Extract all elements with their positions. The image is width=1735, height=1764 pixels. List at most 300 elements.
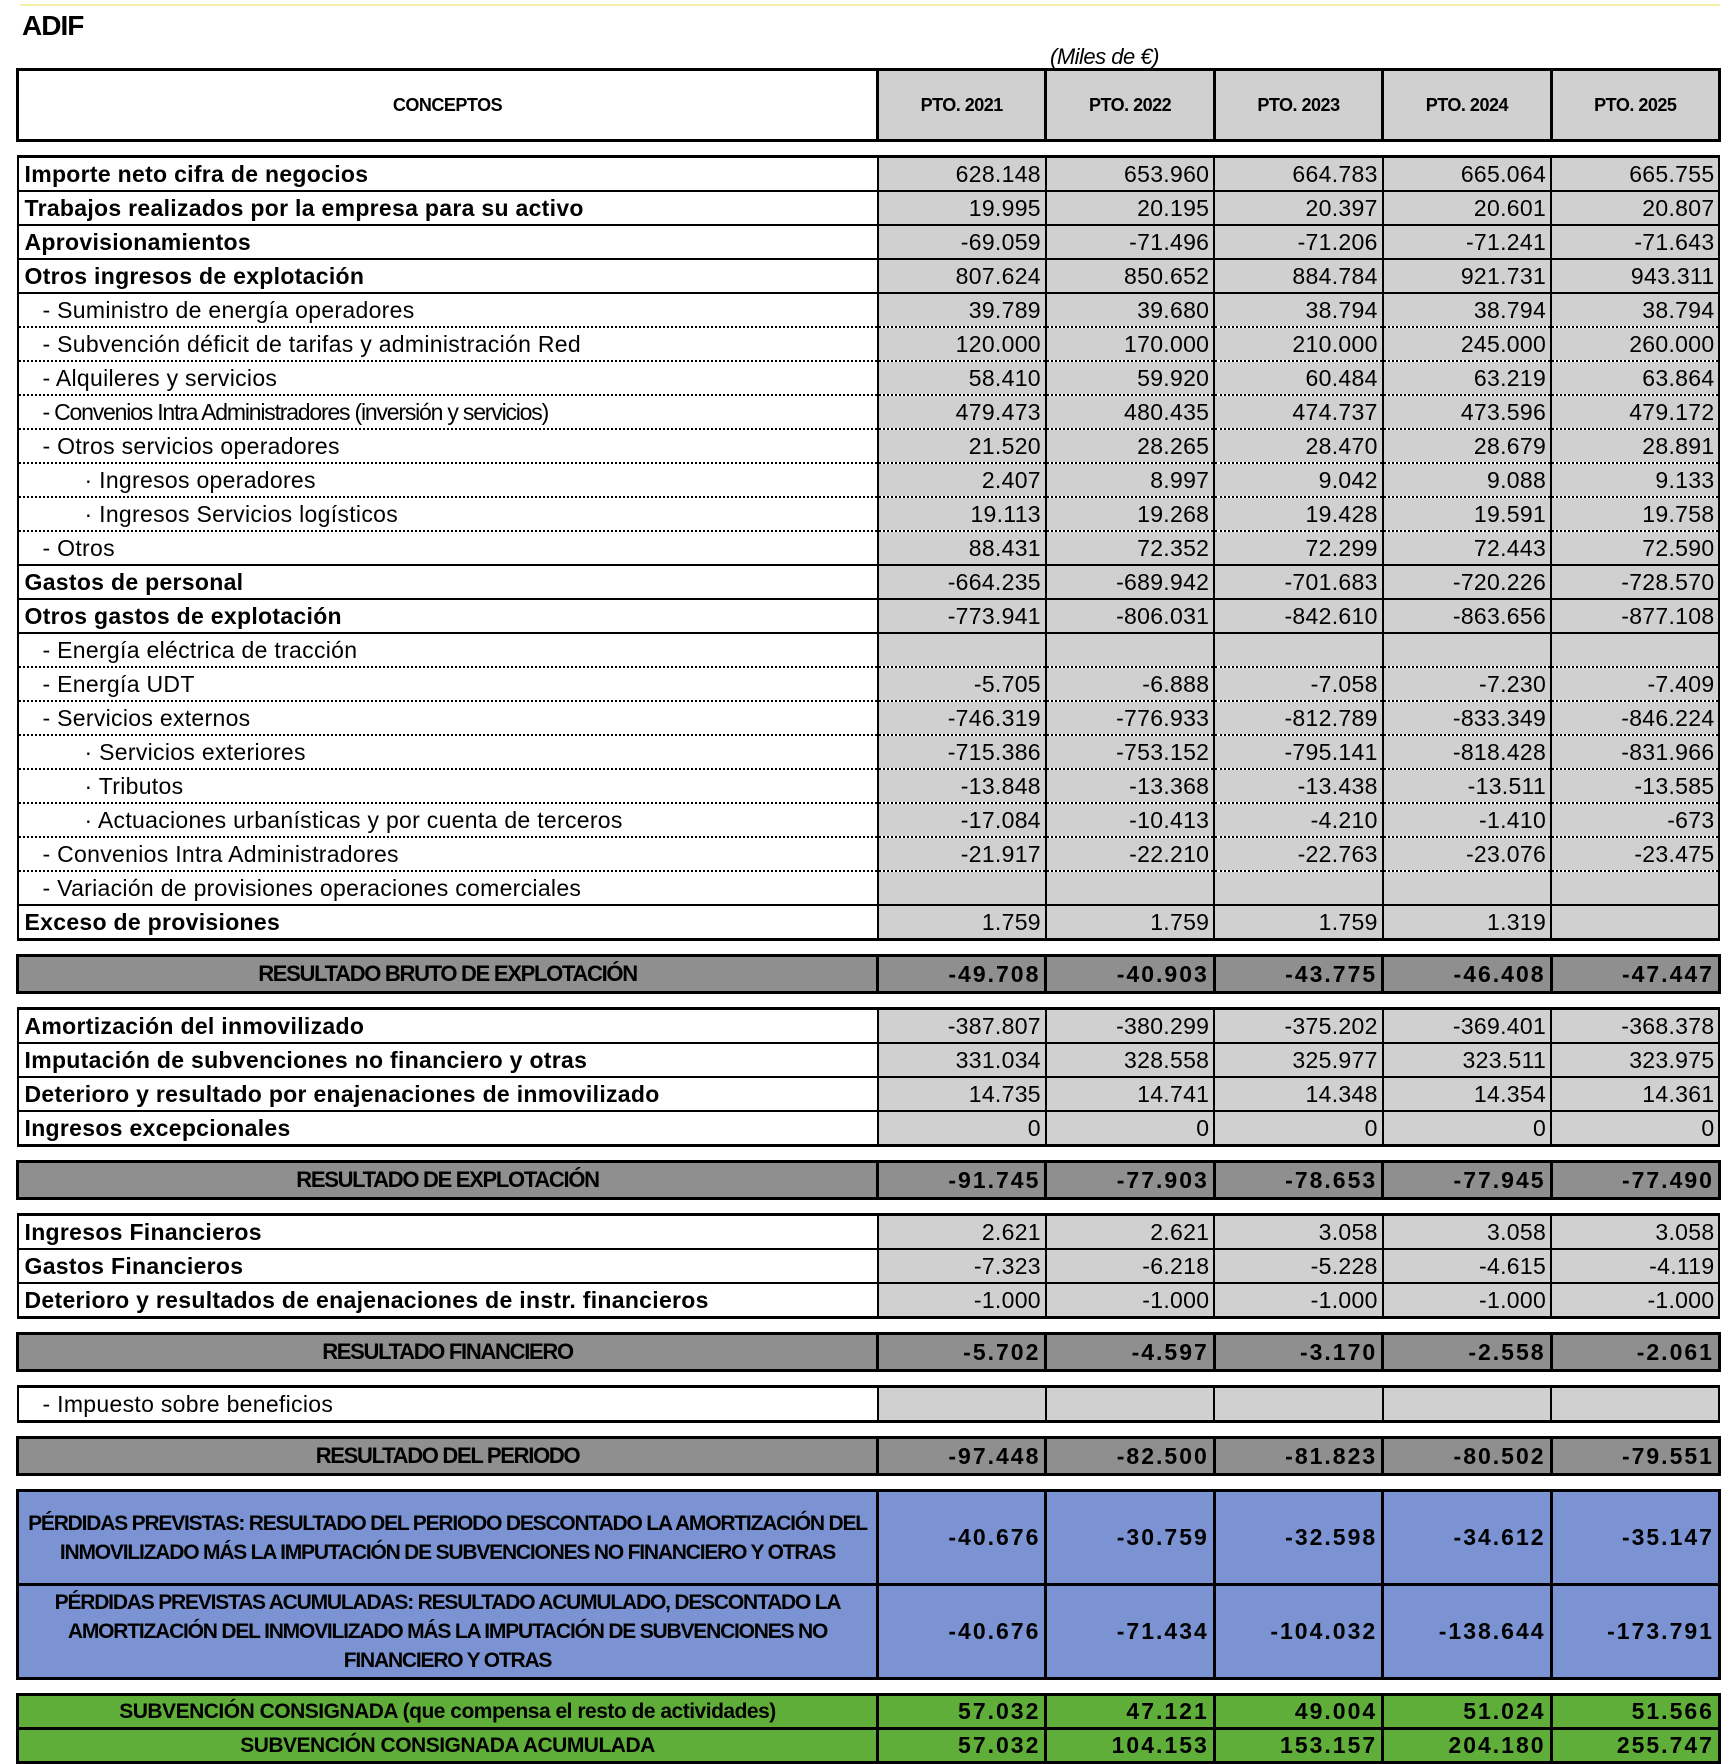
- row-label: Ingresos excepcionales: [18, 1111, 878, 1146]
- value-cell: 39.680: [1046, 293, 1214, 327]
- value-cell: 0: [1046, 1111, 1214, 1146]
- value-cell: 325.977: [1214, 1043, 1382, 1077]
- value-cell: 3.058: [1214, 1215, 1382, 1250]
- value-cell: 1.759: [1046, 905, 1214, 940]
- value-cell: -380.299: [1046, 1009, 1214, 1044]
- value-cell: [1551, 1387, 1719, 1422]
- value-cell: -79.551: [1551, 1438, 1719, 1475]
- spacer-row: [18, 141, 1720, 157]
- value-cell: -4.615: [1383, 1249, 1551, 1283]
- value-cell: -2.061: [1551, 1334, 1719, 1371]
- value-cell: -1.000: [1551, 1283, 1719, 1318]
- value-cell: 807.624: [878, 259, 1046, 293]
- value-cell: 0: [1383, 1111, 1551, 1146]
- value-cell: 38.794: [1214, 293, 1382, 327]
- row-label: Importe neto cifra de negocios: [18, 157, 878, 192]
- value-cell: [1214, 871, 1382, 905]
- value-cell: 9.088: [1383, 463, 1551, 497]
- row-label: Otros gastos de explotación: [18, 599, 878, 633]
- value-cell: [1383, 1387, 1551, 1422]
- value-cell: -846.224: [1551, 701, 1719, 735]
- spacer-cell: [18, 1679, 1720, 1695]
- row-label: - Convenios Intra Administradores (inversión y servicios): [18, 395, 878, 429]
- row-label: Exceso de provisiones: [18, 905, 878, 940]
- value-cell: -664.235: [878, 565, 1046, 599]
- value-cell: -30.759: [1046, 1491, 1214, 1585]
- value-cell: -877.108: [1551, 599, 1719, 633]
- table-row: [18, 327, 1720, 361]
- value-cell: 60.484: [1214, 361, 1382, 395]
- value-cell: -7.409: [1551, 667, 1719, 701]
- value-cell: 479.473: [878, 395, 1046, 429]
- value-cell: -5.228: [1214, 1249, 1382, 1283]
- value-cell: 210.000: [1214, 327, 1382, 361]
- value-cell: 58.410: [878, 361, 1046, 395]
- value-cell: -1.410: [1383, 803, 1551, 837]
- row-label: · Tributos: [18, 769, 878, 803]
- value-cell: -5.702: [878, 1334, 1046, 1371]
- value-cell: -40.676: [878, 1491, 1046, 1585]
- value-cell: -23.475: [1551, 837, 1719, 871]
- value-cell: -43.775: [1214, 956, 1382, 993]
- value-cell: 28.891: [1551, 429, 1719, 463]
- value-cell: -173.791: [1551, 1585, 1719, 1679]
- value-cell: 104.153: [1046, 1729, 1214, 1763]
- value-cell: 63.864: [1551, 361, 1719, 395]
- value-cell: -40.676: [878, 1585, 1046, 1679]
- row-label: Aprovisionamientos: [18, 225, 878, 259]
- value-cell: -97.448: [878, 1438, 1046, 1475]
- value-cell: 3.058: [1383, 1215, 1551, 1250]
- value-cell: 20.397: [1214, 191, 1382, 225]
- table-row: [18, 157, 1720, 192]
- table-row: [18, 1249, 1720, 1283]
- value-cell: 20.601: [1383, 191, 1551, 225]
- value-cell: -3.170: [1214, 1334, 1382, 1371]
- value-cell: 8.997: [1046, 463, 1214, 497]
- row-label: Deterioro y resultados de enajenaciones de instr. financieros: [18, 1283, 878, 1318]
- value-cell: 0: [1551, 1111, 1719, 1146]
- value-cell: 1.759: [878, 905, 1046, 940]
- value-cell: -77.490: [1551, 1162, 1719, 1199]
- value-cell: -6.218: [1046, 1249, 1214, 1283]
- value-cell: -78.653: [1214, 1162, 1382, 1199]
- value-cell: [1046, 1387, 1214, 1422]
- spacer-cell: [18, 940, 1720, 956]
- spacer-cell: [18, 1475, 1720, 1491]
- row-label: - Otros servicios operadores: [18, 429, 878, 463]
- value-cell: -34.612: [1383, 1491, 1551, 1585]
- value-cell: -13.511: [1383, 769, 1551, 803]
- table-row: [18, 769, 1720, 803]
- table-row: [18, 225, 1720, 259]
- value-cell: 38.794: [1383, 293, 1551, 327]
- table-row: [18, 463, 1720, 497]
- value-cell: -71.496: [1046, 225, 1214, 259]
- value-cell: -715.386: [878, 735, 1046, 769]
- value-cell: 665.755: [1551, 157, 1719, 192]
- row-label: - Impuesto sobre beneficios: [18, 1387, 878, 1422]
- table-row: [18, 905, 1720, 940]
- value-cell: 850.652: [1046, 259, 1214, 293]
- spacer-row: [18, 1475, 1720, 1491]
- row-label: Imputación de subvenciones no financiero y otras: [18, 1043, 878, 1077]
- table-row: [18, 429, 1720, 463]
- value-cell: -369.401: [1383, 1009, 1551, 1044]
- value-cell: -91.745: [878, 1162, 1046, 1199]
- value-cell: -842.610: [1214, 599, 1382, 633]
- value-cell: -689.942: [1046, 565, 1214, 599]
- value-cell: 255.747: [1551, 1729, 1719, 1763]
- losses-row: [18, 1585, 1720, 1679]
- value-cell: 204.180: [1383, 1729, 1551, 1763]
- value-cell: -387.807: [878, 1009, 1046, 1044]
- value-cell: 0: [878, 1111, 1046, 1146]
- row-label: Ingresos Financieros: [18, 1215, 878, 1250]
- value-cell: [1551, 871, 1719, 905]
- table-row: [18, 565, 1720, 599]
- value-cell: -40.903: [1046, 956, 1214, 993]
- table-row: [18, 1077, 1720, 1111]
- value-cell: -32.598: [1214, 1491, 1382, 1585]
- table-row: [18, 1283, 1720, 1318]
- value-cell: -2.558: [1383, 1334, 1551, 1371]
- value-cell: -806.031: [1046, 599, 1214, 633]
- spacer-cell: [18, 993, 1720, 1009]
- value-cell: [878, 1387, 1046, 1422]
- value-cell: [1046, 633, 1214, 667]
- value-cell: [1383, 633, 1551, 667]
- spacer-row: [18, 993, 1720, 1009]
- value-cell: 19.758: [1551, 497, 1719, 531]
- spacer-row: [18, 1679, 1720, 1695]
- table-row: [18, 259, 1720, 293]
- subsidy-row: [18, 1729, 1720, 1763]
- value-cell: -831.966: [1551, 735, 1719, 769]
- value-cell: 9.133: [1551, 463, 1719, 497]
- table-row: [18, 735, 1720, 769]
- row-label: · Actuaciones urbanísticas y por cuenta de terceros: [18, 803, 878, 837]
- value-cell: 153.157: [1214, 1729, 1382, 1763]
- units-note: (Miles de €): [1050, 44, 1159, 69]
- value-cell: -23.076: [1383, 837, 1551, 871]
- row-label: Gastos Financieros: [18, 1249, 878, 1283]
- table-row: [18, 1009, 1720, 1044]
- result-row: [18, 1162, 1720, 1199]
- value-cell: -82.500: [1046, 1438, 1214, 1475]
- table-row: [18, 837, 1720, 871]
- value-cell: 884.784: [1214, 259, 1382, 293]
- value-cell: 19.591: [1383, 497, 1551, 531]
- value-cell: -69.059: [878, 225, 1046, 259]
- row-label: · Ingresos operadores: [18, 463, 878, 497]
- value-cell: -47.447: [1551, 956, 1719, 993]
- value-cell: -4.210: [1214, 803, 1382, 837]
- value-cell: 3.058: [1551, 1215, 1719, 1250]
- result-row: [18, 1438, 1720, 1475]
- value-cell: 480.435: [1046, 395, 1214, 429]
- value-cell: 260.000: [1551, 327, 1719, 361]
- value-cell: 19.428: [1214, 497, 1382, 531]
- value-cell: 19.113: [878, 497, 1046, 531]
- table-row: [18, 497, 1720, 531]
- value-cell: [1214, 633, 1382, 667]
- spacer-cell: [18, 1318, 1720, 1334]
- value-cell: -71.206: [1214, 225, 1382, 259]
- spacer-row: [18, 1199, 1720, 1215]
- row-label: Otros ingresos de explotación: [18, 259, 878, 293]
- value-cell: -7.058: [1214, 667, 1382, 701]
- spacer-cell: [18, 1422, 1720, 1438]
- value-cell: 2.621: [878, 1215, 1046, 1250]
- value-cell: 921.731: [1383, 259, 1551, 293]
- table-row: [18, 191, 1720, 225]
- row-label: RESULTADO FINANCIERO: [18, 1334, 878, 1371]
- value-cell: -701.683: [1214, 565, 1382, 599]
- row-label: - Alquileres y servicios: [18, 361, 878, 395]
- value-cell: -753.152: [1046, 735, 1214, 769]
- value-cell: -81.823: [1214, 1438, 1382, 1475]
- value-cell: 63.219: [1383, 361, 1551, 395]
- value-cell: 9.042: [1214, 463, 1382, 497]
- value-cell: 21.520: [878, 429, 1046, 463]
- value-cell: 665.064: [1383, 157, 1551, 192]
- value-cell: -6.888: [1046, 667, 1214, 701]
- table-row: [18, 531, 1720, 565]
- value-cell: -4.597: [1046, 1334, 1214, 1371]
- value-cell: 49.004: [1214, 1695, 1382, 1729]
- page-title: ADIF: [22, 10, 84, 41]
- value-cell: 323.511: [1383, 1043, 1551, 1077]
- spacer-cell: [18, 1199, 1720, 1215]
- value-cell: 245.000: [1383, 327, 1551, 361]
- row-label: - Otros: [18, 531, 878, 565]
- value-cell: 664.783: [1214, 157, 1382, 192]
- spacer-row: [18, 1146, 1720, 1162]
- row-label: - Suministro de energía operadores: [18, 293, 878, 327]
- value-cell: 72.590: [1551, 531, 1719, 565]
- value-cell: -21.917: [878, 837, 1046, 871]
- row-label: Deterioro y resultado por enajenaciones de inmovilizado: [18, 1077, 878, 1111]
- value-cell: 28.470: [1214, 429, 1382, 463]
- table-row: [18, 633, 1720, 667]
- value-cell: 2.407: [878, 463, 1046, 497]
- value-cell: 19.268: [1046, 497, 1214, 531]
- table-row: [18, 871, 1720, 905]
- value-cell: -720.226: [1383, 565, 1551, 599]
- value-cell: 28.265: [1046, 429, 1214, 463]
- table-row: [18, 1111, 1720, 1146]
- value-cell: 20.195: [1046, 191, 1214, 225]
- value-cell: 14.735: [878, 1077, 1046, 1111]
- value-cell: [878, 633, 1046, 667]
- value-cell: 1.759: [1214, 905, 1382, 940]
- value-cell: -1.000: [1383, 1283, 1551, 1318]
- value-cell: 72.443: [1383, 531, 1551, 565]
- table-row: [18, 395, 1720, 429]
- table-row: [18, 293, 1720, 327]
- value-cell: -4.119: [1551, 1249, 1719, 1283]
- value-cell: -863.656: [1383, 599, 1551, 633]
- row-label: - Energía UDT: [18, 667, 878, 701]
- value-cell: -5.705: [878, 667, 1046, 701]
- value-cell: -77.945: [1383, 1162, 1551, 1199]
- subsidy-row: [18, 1695, 1720, 1729]
- value-cell: -22.763: [1214, 837, 1382, 871]
- table-row: [18, 599, 1720, 633]
- spacer-row: [18, 1318, 1720, 1334]
- header-year: PTO. 2023: [1214, 70, 1382, 141]
- value-cell: -22.210: [1046, 837, 1214, 871]
- row-label: - Energía eléctrica de tracción: [18, 633, 878, 667]
- value-cell: 72.352: [1046, 531, 1214, 565]
- value-cell: 653.960: [1046, 157, 1214, 192]
- value-cell: [1214, 1387, 1382, 1422]
- value-cell: 19.995: [878, 191, 1046, 225]
- result-row: [18, 1334, 1720, 1371]
- value-cell: 0: [1214, 1111, 1382, 1146]
- header-row: [18, 70, 1720, 141]
- table-row: [18, 701, 1720, 735]
- row-label: SUBVENCIÓN CONSIGNADA (que compensa el resto de actividades): [18, 1695, 878, 1729]
- value-cell: 57.032: [878, 1695, 1046, 1729]
- row-label: RESULTADO DEL PERIODO: [18, 1438, 878, 1475]
- header-year: PTO. 2022: [1046, 70, 1214, 141]
- value-cell: 47.121: [1046, 1695, 1214, 1729]
- value-cell: -7.230: [1383, 667, 1551, 701]
- value-cell: 51.024: [1383, 1695, 1551, 1729]
- value-cell: 628.148: [878, 157, 1046, 192]
- value-cell: -776.933: [1046, 701, 1214, 735]
- value-cell: [1551, 633, 1719, 667]
- row-label: RESULTADO DE EXPLOTACIÓN: [18, 1162, 878, 1199]
- value-cell: -818.428: [1383, 735, 1551, 769]
- budget-table: [16, 68, 1721, 1764]
- value-cell: 473.596: [1383, 395, 1551, 429]
- spacer-cell: [18, 141, 1720, 157]
- row-label: - Servicios externos: [18, 701, 878, 735]
- value-cell: 14.348: [1214, 1077, 1382, 1111]
- value-cell: -375.202: [1214, 1009, 1382, 1044]
- value-cell: [1551, 905, 1719, 940]
- value-cell: 20.807: [1551, 191, 1719, 225]
- value-cell: 328.558: [1046, 1043, 1214, 1077]
- table-row: [18, 667, 1720, 701]
- value-cell: 331.034: [878, 1043, 1046, 1077]
- value-cell: -795.141: [1214, 735, 1382, 769]
- value-cell: -1.000: [878, 1283, 1046, 1318]
- row-label: PÉRDIDAS PREVISTAS ACUMULADAS: RESULTADO ACUMULADO, DESCONTADO LA AMORTIZACIÓN DEL INMOVILIZADO MÁS LA IMPUTACIÓN DE SUBVENCIONES NO FINANCIERO Y OTRAS: [18, 1585, 878, 1679]
- value-cell: 120.000: [878, 327, 1046, 361]
- value-cell: 14.361: [1551, 1077, 1719, 1111]
- value-cell: -10.413: [1046, 803, 1214, 837]
- value-cell: 88.431: [878, 531, 1046, 565]
- header-concepts: CONCEPTOS: [18, 70, 878, 141]
- result-row: [18, 956, 1720, 993]
- spacer-row: [18, 1422, 1720, 1438]
- row-label: · Servicios exteriores: [18, 735, 878, 769]
- row-label: Amortización del inmovilizado: [18, 1009, 878, 1044]
- table-row: [18, 1215, 1720, 1250]
- value-cell: 14.741: [1046, 1077, 1214, 1111]
- value-cell: -746.319: [878, 701, 1046, 735]
- value-cell: -35.147: [1551, 1491, 1719, 1585]
- value-cell: 28.679: [1383, 429, 1551, 463]
- value-cell: 323.975: [1551, 1043, 1719, 1077]
- spacer-row: [18, 940, 1720, 956]
- value-cell: 59.920: [1046, 361, 1214, 395]
- row-label: RESULTADO BRUTO DE EXPLOTACIÓN: [18, 956, 878, 993]
- value-cell: -49.708: [878, 956, 1046, 993]
- value-cell: 474.737: [1214, 395, 1382, 429]
- value-cell: -368.378: [1551, 1009, 1719, 1044]
- table-row: [18, 1043, 1720, 1077]
- table-row: [18, 803, 1720, 837]
- value-cell: -71.643: [1551, 225, 1719, 259]
- row-label: - Variación de provisiones operaciones comerciales: [18, 871, 878, 905]
- value-cell: 943.311: [1551, 259, 1719, 293]
- row-label: - Convenios Intra Administradores: [18, 837, 878, 871]
- value-cell: -1.000: [1046, 1283, 1214, 1318]
- table-row: [18, 1387, 1720, 1422]
- value-cell: -1.000: [1214, 1283, 1382, 1318]
- value-cell: -13.585: [1551, 769, 1719, 803]
- row-label: · Ingresos Servicios logísticos: [18, 497, 878, 531]
- top-rule: [20, 4, 1720, 6]
- value-cell: 51.566: [1551, 1695, 1719, 1729]
- value-cell: -71.434: [1046, 1585, 1214, 1679]
- value-cell: -833.349: [1383, 701, 1551, 735]
- value-cell: [1046, 871, 1214, 905]
- value-cell: -13.368: [1046, 769, 1214, 803]
- value-cell: -138.644: [1383, 1585, 1551, 1679]
- value-cell: -13.438: [1214, 769, 1382, 803]
- value-cell: 72.299: [1214, 531, 1382, 565]
- value-cell: 2.621: [1046, 1215, 1214, 1250]
- losses-row: [18, 1491, 1720, 1585]
- value-cell: 57.032: [878, 1729, 1046, 1763]
- value-cell: -46.408: [1383, 956, 1551, 993]
- value-cell: 39.789: [878, 293, 1046, 327]
- value-cell: -13.848: [878, 769, 1046, 803]
- value-cell: 170.000: [1046, 327, 1214, 361]
- header-year: PTO. 2025: [1551, 70, 1719, 141]
- header-year: PTO. 2021: [878, 70, 1046, 141]
- row-label: Gastos de personal: [18, 565, 878, 599]
- value-cell: -812.789: [1214, 701, 1382, 735]
- spacer-cell: [18, 1146, 1720, 1162]
- value-cell: -773.941: [878, 599, 1046, 633]
- value-cell: 479.172: [1551, 395, 1719, 429]
- table-row: [18, 361, 1720, 395]
- value-cell: -7.323: [878, 1249, 1046, 1283]
- row-label: SUBVENCIÓN CONSIGNADA ACUMULADA: [18, 1729, 878, 1763]
- value-cell: 1.319: [1383, 905, 1551, 940]
- value-cell: -728.570: [1551, 565, 1719, 599]
- spacer-cell: [18, 1371, 1720, 1387]
- header-year: PTO. 2024: [1383, 70, 1551, 141]
- value-cell: 38.794: [1551, 293, 1719, 327]
- value-cell: [878, 871, 1046, 905]
- value-cell: -71.241: [1383, 225, 1551, 259]
- value-cell: [1383, 871, 1551, 905]
- row-label: Trabajos realizados por la empresa para su activo: [18, 191, 878, 225]
- value-cell: -17.084: [878, 803, 1046, 837]
- value-cell: -673: [1551, 803, 1719, 837]
- value-cell: -104.032: [1214, 1585, 1382, 1679]
- spacer-row: [18, 1371, 1720, 1387]
- value-cell: 14.354: [1383, 1077, 1551, 1111]
